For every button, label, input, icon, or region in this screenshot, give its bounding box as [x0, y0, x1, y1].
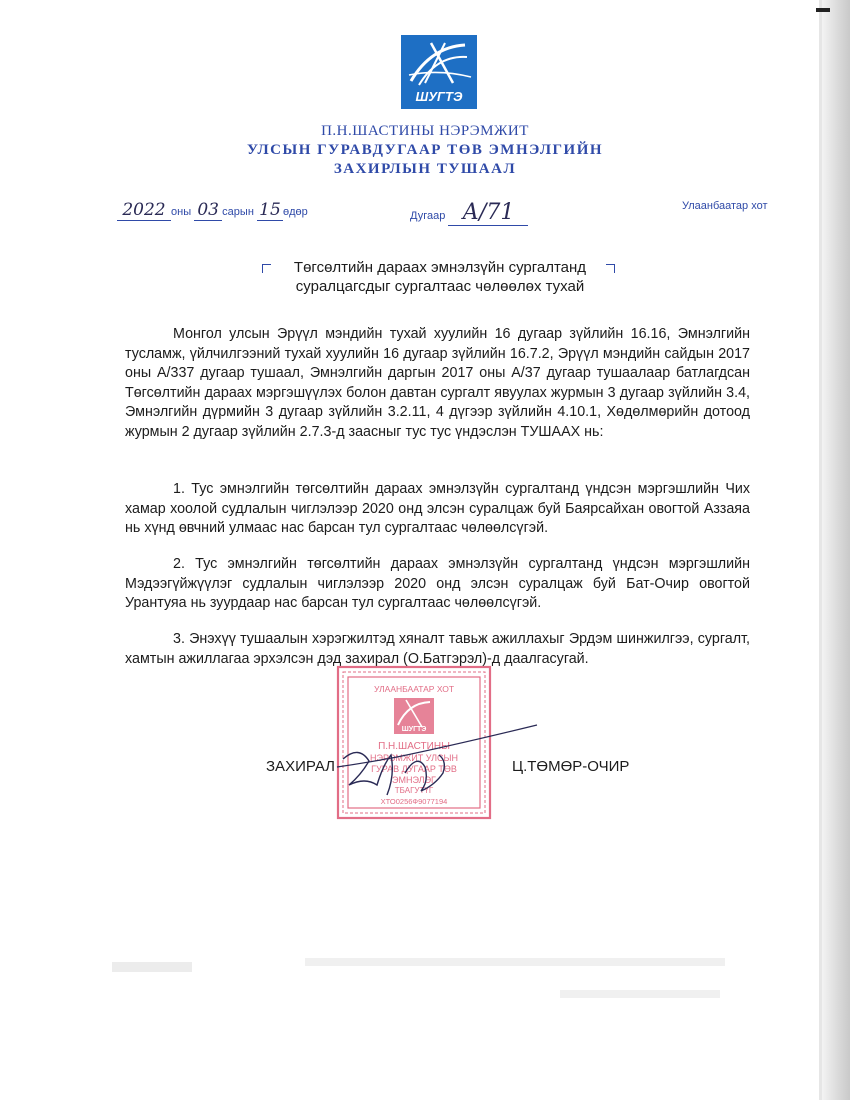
- stamp-line5: ТБАГУТҮГ: [394, 786, 434, 795]
- stamp-line3: ГУРАВ ДУГААР ТӨВ: [371, 764, 457, 774]
- order-item-1-text: 1. Тус эмнэлгийн төгсөлтийн дараах эмнэлзүйн сургалтанд үндсэн мэргэшлийн Чих хамар хоолой судлалын чиглэлээр 2020 онд элсэн суралцаж буй Баярсайхан овогтой Аззаяа нь хүнд өвчний улмаас нас барсан тул сургалтаас чөлөөлсүгэй.: [125, 481, 750, 536]
- hospital-name-line2: УЛСЫН ГУРАВДУГААР ТӨВ ЭМНЭЛГИЙН: [246, 142, 604, 158]
- subject-line2: суралцагсдыг сургалтаас чөлөөлөх тухай: [295, 278, 585, 295]
- preamble-text: Монгол улсын Эрүүл мэндийн тухай хуулийн 16 дугаар зүйлийн 16.16, Эмнэлгийн тусламж, үйлчилгээний тухай хуулийн 16 дугаар зүйлийн 16.7.2, Эрүүл мэндийн сайдын 2017 оны А/337 дугаар тушаал, Эмнэлгийн даргын 2017 оны А/37 дугаар тушаалаар батлагдсан Төгсөлтийн дараах мэргэшүүлэх болон давтан сургалт явуулах журмын 3 дугаар зүйлийн 3.4, Эмнэлгийн дүрмийн 3 дугаар зүйлийн 3.2.11, 4 дүгээр зүйлийн 4.10.1, Хөдөлмөрийн дотоод журмын 2 дугаар зүйлийн 2.7.3-д заасныг тус тус үндэслэн ТУШААХ нь:: [125, 326, 750, 440]
- order-item-1: [125, 480, 750, 539]
- order-number: А/71: [448, 200, 528, 226]
- date-year-suffix: оны: [171, 206, 192, 218]
- stamp-line1: П.Н.ШАСТИНЫ: [378, 741, 450, 752]
- date-month-suffix: сарын: [222, 206, 254, 218]
- preamble-paragraph: [125, 325, 750, 442]
- order-item-2-text: 2. Тус эмнэлгийн төгсөлтийн дараах эмнэлзүйн сургалтанд үндсэн мэргэшлийн Мэдээгүйжүүлэг судлалын чиглэлээр 2020 онд элсэн суралцаж буй Бат-Очир овогтой Урантуяа нь зуурдаар нас барсан тул сургалтаас чөлөөлсүгэй.: [125, 556, 750, 611]
- scan-corner-mark: [816, 8, 830, 12]
- date-day: 15: [257, 200, 283, 221]
- hospital-logo: [401, 35, 477, 109]
- order-item-2: [125, 555, 750, 614]
- document-type-title: ЗАХИРЛЫН ТУШААЛ: [333, 161, 517, 177]
- city-label: Улаанбаатар хот: [682, 200, 768, 212]
- bleed-through-mark: [112, 962, 192, 972]
- order-item-3-text: 3. Энэхүү тушаалын хэрэгжилтэд хяналт тавьж ажиллахыг Эрдэм шинжилгээ, сургалт, хамтын ажиллагаа эрхэлсэн дэд захирал (О.Батгэрэл)-д даалгасугай.: [125, 631, 750, 667]
- stamp-line2: НЭРЭМЖИТ УЛСЫН: [369, 753, 459, 763]
- stamp-line4: ЭМНЭЛЭГ: [392, 775, 436, 785]
- stamp-code: ХТО0256Ф9077194: [380, 797, 448, 806]
- date-field: [117, 200, 308, 221]
- subject-line1: Төгсөлтийн дараах эмнэлзүйн сургалтанд: [293, 259, 587, 276]
- date-year: 2022: [117, 200, 171, 221]
- hospital-name-line1: П.Н.ШАСТИНЫ НЭРЭМЖИТ: [321, 123, 529, 139]
- stamp-logo-text: ШУГТЭ: [401, 726, 427, 733]
- subject-heading: [270, 258, 610, 296]
- bleed-through-mark: [305, 958, 725, 966]
- date-day-suffix: өдөр: [282, 206, 308, 218]
- signature-title: ЗАХИРАЛ: [266, 758, 336, 775]
- handwritten-signature: [325, 715, 555, 800]
- order-item-3: [125, 630, 750, 669]
- signature-name: Ц.ТӨМӨР-ОЧИР: [512, 758, 630, 775]
- date-month: 03: [194, 200, 222, 221]
- logo-text: ШУГТЭ: [415, 89, 463, 104]
- bleed-through-mark: [560, 990, 720, 998]
- order-number-field: [410, 200, 528, 226]
- stamp-top-text: УЛААНБААТАР ХОТ: [373, 684, 455, 694]
- order-number-label: Дугаар: [410, 210, 446, 222]
